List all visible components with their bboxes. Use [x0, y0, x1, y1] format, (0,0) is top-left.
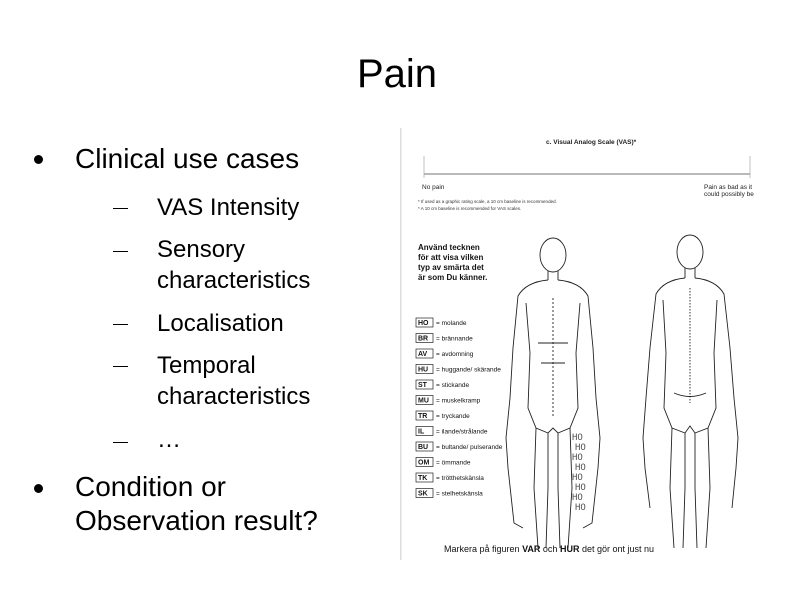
legend-label: = molande: [436, 320, 467, 327]
legend-label: = bultande/ pulserande: [436, 444, 503, 451]
legend-code: ST: [418, 382, 427, 389]
sub-dash: [113, 324, 128, 325]
legend-code: IL: [418, 428, 425, 436]
bullet-dot: [34, 484, 43, 493]
handwritten-mark: HO: [572, 493, 583, 503]
legend-label: = ilande/strålande: [436, 428, 488, 436]
legend-label: = stelhetskänsla: [436, 490, 483, 498]
legend-code: MU: [418, 397, 429, 405]
bullet-dot: [34, 155, 43, 164]
legend-label: = tryckande: [436, 413, 470, 420]
vas-footnote-2: * A 10 cm baseline is recommended for VAS scales.: [418, 206, 522, 211]
handwritten-mark: HO: [575, 443, 586, 453]
sub-item-localisation: Localisation: [157, 310, 284, 337]
sub-dash: [113, 442, 128, 443]
slide-title: Pain: [356, 52, 438, 96]
handwritten-mark: HO: [572, 433, 583, 443]
sub-dash: [113, 366, 128, 367]
legend-code: HO: [418, 320, 429, 327]
vas-heading: c. Visual Analog Scale (VAS)*: [546, 139, 637, 146]
legend-code: HU: [418, 366, 429, 374]
handwritten-mark: HO: [572, 453, 583, 463]
legend-label: = avdomning: [436, 351, 474, 358]
figure-caption: Markera på figuren VAR och HUR det gör ont just nu: [444, 544, 655, 554]
vas-right-anchor: Pain as bad as it could possibly be: [704, 184, 754, 198]
handwritten-mark: HO: [572, 473, 583, 483]
legend-label: = brännande: [436, 335, 473, 343]
handwritten-mark: HO: [575, 483, 586, 493]
sub-dash: [113, 208, 128, 209]
legend-label: = ömmande: [436, 459, 471, 467]
legend-code: BR: [418, 335, 429, 343]
instruction-line: typ av smärta det: [418, 263, 484, 272]
vas-left-anchor: No pain: [422, 184, 445, 191]
legend-code: TK: [418, 475, 428, 482]
bullet-condition-or-observation: Condition or Observation result?: [75, 471, 318, 536]
legend-code: AV: [418, 351, 428, 358]
sub-item-sensory: Sensory characteristics: [157, 236, 311, 294]
instruction-line: är som Du känner.: [418, 273, 488, 282]
legend-label: = muskelkramp: [436, 397, 481, 405]
instruction-line: för att visa vilken: [418, 253, 484, 262]
legend-label: = huggande/ skärande: [436, 366, 501, 374]
instruction-line: Använd tecknen: [418, 243, 480, 252]
legend-code: TR: [418, 413, 428, 420]
legend-label: = stickande: [436, 382, 470, 389]
handwritten-mark: HO: [575, 503, 586, 513]
sub-item-ellipsis: …: [157, 426, 181, 453]
vas-pain-diagram-image: [398, 128, 760, 560]
bullet-clinical-use-cases: Clinical use cases: [75, 143, 300, 174]
sub-dash: [113, 251, 128, 252]
sub-item-temporal: Temporal characteristics: [157, 352, 311, 410]
legend-label: = trötthetskänsla: [436, 475, 484, 482]
legend-code: SK: [418, 490, 428, 498]
vas-footnote-1: * If used as a graphic rating scale, a 10 cm baseline is recommended.: [418, 199, 557, 204]
handwritten-mark: HO: [575, 463, 586, 473]
legend-code: BU: [418, 444, 429, 451]
legend-code: OM: [418, 459, 430, 467]
sub-item-vas-intensity: VAS Intensity: [157, 194, 300, 221]
